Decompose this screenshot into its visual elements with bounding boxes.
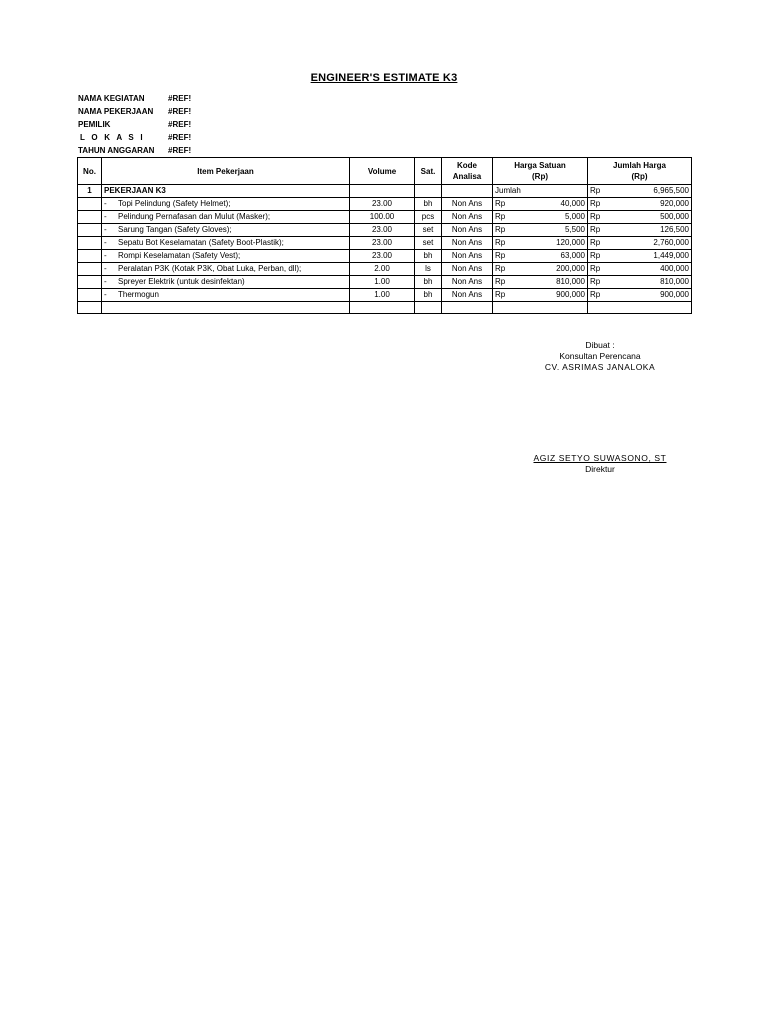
row-harga-value: 5,000: [564, 212, 585, 221]
row-kode: Non Ans: [442, 250, 493, 263]
row-item: [102, 211, 350, 224]
info-row-nama-kegiatan: [78, 92, 191, 105]
row-jumlah: [588, 211, 692, 224]
row-item-text: Sarung Tangan (Safety Gloves);: [118, 225, 232, 234]
currency: Rp: [590, 238, 601, 247]
info-label: NAMA PEKERJAAN: [78, 107, 154, 116]
empty-cell: [493, 302, 588, 314]
row-jumlah-value: 1,449,000: [653, 251, 689, 260]
row-volume: 23.00: [350, 198, 415, 211]
estimate-table: [77, 157, 692, 314]
header-harga-line2: (Rp): [532, 172, 548, 181]
row-jumlah: [588, 198, 692, 211]
row-no: [78, 289, 102, 302]
info-row-nama-pekerjaan: [78, 105, 191, 118]
project-info: [78, 92, 191, 157]
row-jumlah: [588, 263, 692, 276]
row-item: [102, 237, 350, 250]
table-row: [78, 237, 692, 250]
row-sat: set: [415, 237, 442, 250]
row-item-text: Topi Pelindung (Safety Helmet);: [118, 199, 231, 208]
currency: Rp: [495, 199, 506, 208]
group-name: PEKERJAAN K3: [102, 185, 350, 198]
empty-cell: [442, 302, 493, 314]
currency: Rp: [590, 277, 601, 286]
row-harga: [493, 211, 588, 224]
info-row-lokasi: [78, 131, 191, 144]
row-jumlah: [588, 276, 692, 289]
empty-cell: [78, 302, 102, 314]
empty-cell: [588, 302, 692, 314]
row-harga-value: 5,500: [564, 225, 585, 234]
row-jumlah-value: 900,000: [660, 290, 689, 299]
header-kode-line1: Kode: [457, 161, 477, 170]
row-dash: -: [104, 290, 107, 299]
currency: Rp: [495, 290, 506, 299]
table-row: [78, 198, 692, 211]
row-volume: 23.00: [350, 224, 415, 237]
row-item-text: Rompi Keselamatan (Safety Vest);: [118, 251, 241, 260]
row-sat: bh: [415, 250, 442, 263]
empty-cell: [102, 302, 350, 314]
info-label: L O K A S I: [80, 133, 145, 142]
group-total: [588, 185, 692, 198]
info-value: #REF!: [168, 133, 192, 142]
row-item: [102, 276, 350, 289]
row-jumlah-value: 500,000: [660, 212, 689, 221]
row-harga-value: 200,000: [556, 264, 585, 273]
row-kode: Non Ans: [442, 289, 493, 302]
header-jumlah-line1: Jumlah Harga: [613, 161, 666, 170]
row-harga: [493, 198, 588, 211]
info-label: NAMA KEGIATAN: [78, 94, 145, 103]
row-no: [78, 211, 102, 224]
row-item: [102, 263, 350, 276]
row-no: [78, 250, 102, 263]
consultant-role: Konsultan Perencana: [559, 351, 641, 361]
row-volume: 1.00: [350, 289, 415, 302]
group-sat: [415, 185, 442, 198]
table-header-row: [78, 158, 692, 185]
row-sat: bh: [415, 198, 442, 211]
row-harga-value: 63,000: [560, 251, 585, 260]
info-label: TAHUN ANGGARAN: [78, 146, 155, 155]
info-row-tahun-anggaran: [78, 144, 191, 157]
empty-cell: [350, 302, 415, 314]
row-jumlah: [588, 289, 692, 302]
row-item-text: Pelindung Pernafasan dan Mulut (Masker);: [118, 212, 271, 221]
currency: Rp: [590, 290, 601, 299]
row-kode: Non Ans: [442, 276, 493, 289]
row-no: [78, 224, 102, 237]
row-no: [78, 198, 102, 211]
row-kode: Non Ans: [442, 237, 493, 250]
table-row: [78, 250, 692, 263]
currency: Rp: [590, 212, 601, 221]
info-value: #REF!: [168, 120, 192, 129]
row-jumlah-value: 920,000: [660, 199, 689, 208]
signatory-block: [520, 453, 680, 475]
signatory-position: Direktur: [585, 464, 615, 474]
row-item: [102, 198, 350, 211]
group-kode: [442, 185, 493, 198]
table-row: [78, 211, 692, 224]
made-by-label: Dibuat :: [585, 340, 615, 350]
info-row-pemilik: [78, 118, 191, 131]
row-no: [78, 237, 102, 250]
group-row: [78, 185, 692, 198]
currency: Rp: [495, 277, 506, 286]
info-value: #REF!: [168, 146, 192, 155]
row-volume: 23.00: [350, 250, 415, 263]
row-sat: bh: [415, 276, 442, 289]
row-item-text: Peralatan P3K (Kotak P3K, Obat Luka, Perban, dll);: [118, 264, 302, 273]
row-jumlah: [588, 224, 692, 237]
row-dash: -: [104, 199, 107, 208]
row-dash: -: [104, 238, 107, 247]
row-harga: [493, 237, 588, 250]
table-row: [78, 263, 692, 276]
empty-row: [78, 302, 692, 314]
header-item: Item Pekerjaan: [102, 158, 350, 185]
row-harga: [493, 276, 588, 289]
row-volume: 1.00: [350, 276, 415, 289]
header-harga-satuan: [493, 158, 588, 185]
row-item: [102, 224, 350, 237]
currency: Rp: [495, 264, 506, 273]
row-volume: 23.00: [350, 237, 415, 250]
header-kode-line2: Analisa: [452, 172, 482, 181]
header-harga-line1: Harga Satuan: [514, 161, 566, 170]
signatory-name: AGIZ SETYO SUWASONO, ST: [533, 453, 667, 463]
row-volume: 2.00: [350, 263, 415, 276]
table-row: [78, 224, 692, 237]
document-title: ENGINEER'S ESTIMATE K3: [310, 72, 458, 84]
row-no: [78, 263, 102, 276]
row-no: [78, 276, 102, 289]
row-volume: 100.00: [350, 211, 415, 224]
row-jumlah: [588, 237, 692, 250]
row-sat: ls: [415, 263, 442, 276]
row-dash: -: [104, 277, 107, 286]
currency: Rp: [495, 238, 506, 247]
header-sat: Sat.: [415, 158, 442, 185]
header-no: No.: [78, 158, 102, 185]
header-volume: Volume: [350, 158, 415, 185]
row-jumlah-value: 2,760,000: [653, 238, 689, 247]
info-value: #REF!: [168, 107, 192, 116]
currency: Rp: [495, 251, 506, 260]
header-jumlah-harga: [588, 158, 692, 185]
currency: Rp: [495, 225, 506, 234]
table-row: [78, 289, 692, 302]
row-item-text: Thermogun: [118, 290, 159, 299]
row-jumlah-value: 810,000: [660, 277, 689, 286]
signature-block: [520, 340, 680, 373]
row-jumlah-value: 126,500: [660, 225, 689, 234]
row-kode: Non Ans: [442, 198, 493, 211]
row-sat: bh: [415, 289, 442, 302]
currency: Rp: [590, 264, 601, 273]
row-harga: [493, 263, 588, 276]
info-value: #REF!: [168, 94, 192, 103]
row-item-text: Spreyer Elektrik (untuk desinfektan): [118, 277, 245, 286]
row-harga: [493, 289, 588, 302]
row-harga: [493, 250, 588, 263]
header-jumlah-line2: (Rp): [631, 172, 648, 181]
currency: Rp: [590, 225, 601, 234]
row-jumlah-value: 400,000: [660, 264, 689, 273]
row-harga-value: 900,000: [556, 290, 585, 299]
row-kode: Non Ans: [442, 224, 493, 237]
row-harga-value: 810,000: [556, 277, 585, 286]
row-dash: -: [104, 251, 107, 260]
currency: Rp: [590, 251, 601, 260]
group-no: 1: [78, 185, 102, 198]
header-kode: [442, 158, 493, 185]
row-item: [102, 250, 350, 263]
table-row: [78, 276, 692, 289]
group-total-value: 6,965,500: [653, 186, 689, 195]
row-harga-value: 40,000: [560, 199, 585, 208]
row-sat: pcs: [415, 211, 442, 224]
company-name: CV. ASRIMAS JANALOKA: [544, 362, 656, 372]
row-dash: -: [104, 264, 107, 273]
row-kode: Non Ans: [442, 263, 493, 276]
currency: Rp: [590, 186, 601, 195]
row-harga: [493, 224, 588, 237]
currency: Rp: [590, 199, 601, 208]
empty-cell: [415, 302, 442, 314]
row-jumlah: [588, 250, 692, 263]
row-harga-value: 120,000: [556, 238, 585, 247]
row-sat: set: [415, 224, 442, 237]
row-item-text: Sepatu Bot Keselamatan (Safety Boot-Plastik);: [118, 238, 284, 247]
row-dash: -: [104, 212, 107, 221]
info-label: PEMILIK: [78, 120, 111, 129]
group-volume: [350, 185, 415, 198]
group-total-label: Jumlah: [493, 185, 588, 198]
row-kode: Non Ans: [442, 211, 493, 224]
currency: Rp: [495, 212, 506, 221]
row-item: [102, 289, 350, 302]
row-dash: -: [104, 225, 107, 234]
